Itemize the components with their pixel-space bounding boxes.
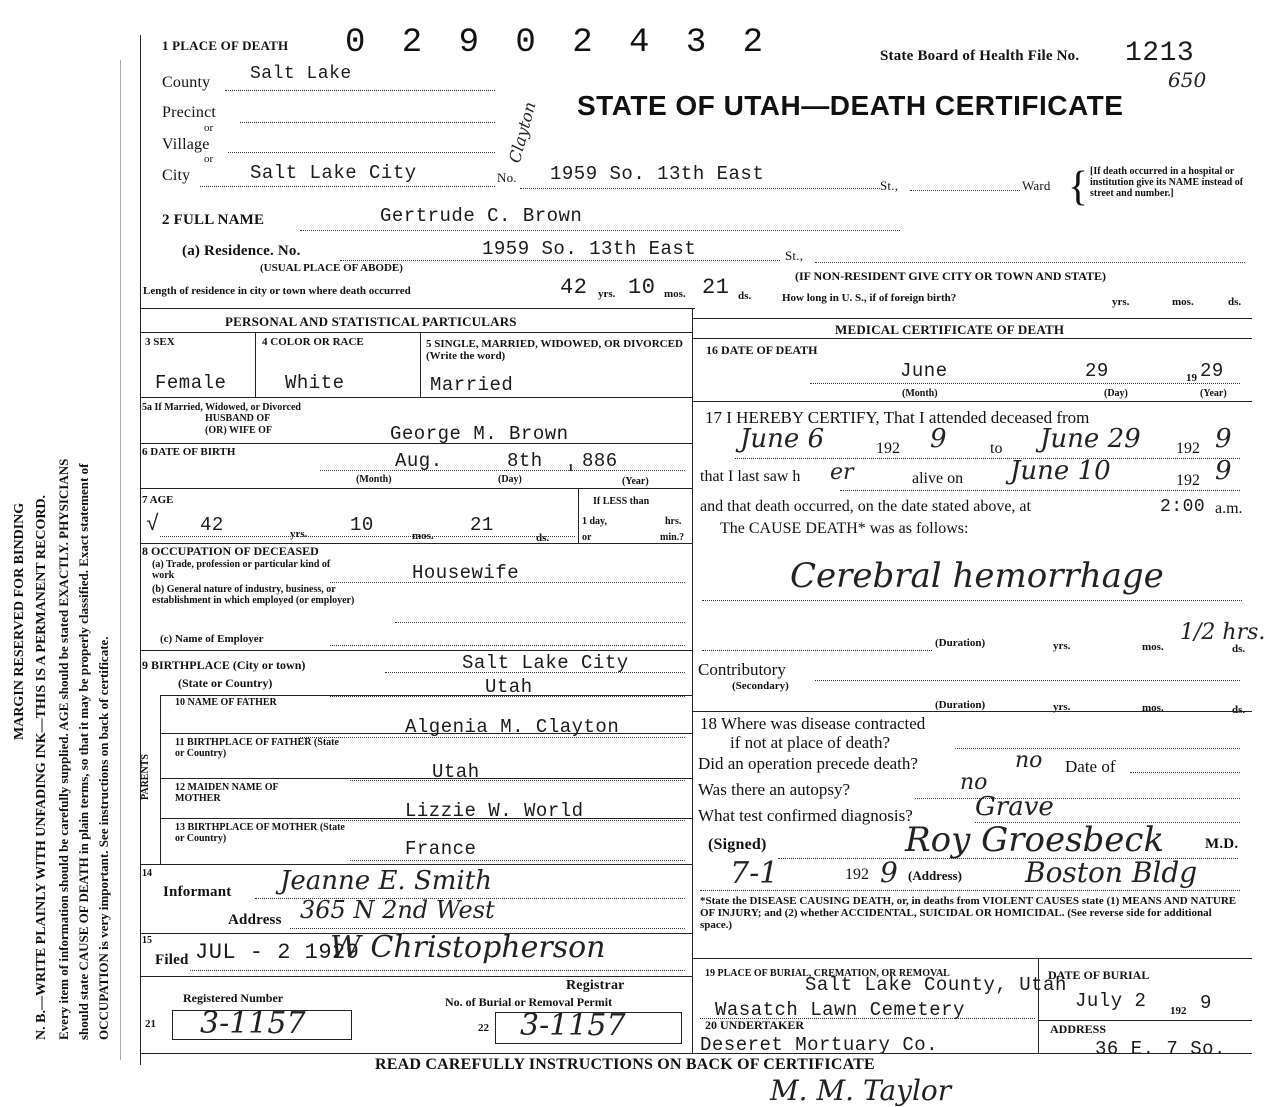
length-yrs-label: yrs. bbox=[598, 288, 616, 300]
burial-place-1: Salt Lake County, Utah bbox=[805, 974, 1067, 996]
certificate-title: STATE OF UTAH—DEATH CERTIFICATE bbox=[577, 90, 1124, 121]
mother-value: Lizzie W. World bbox=[405, 800, 584, 822]
registrar-signature: W Christopherson bbox=[330, 930, 606, 965]
age-yrs: 42 bbox=[200, 514, 224, 536]
burial-year: 9 bbox=[1200, 992, 1212, 1014]
margin-line4: OCCUPATION is very important. See instructions on back of certificate. bbox=[96, 636, 111, 1040]
age-ds-label: ds. bbox=[536, 532, 550, 544]
dob-day: 8th bbox=[507, 450, 543, 472]
dod-month: June bbox=[900, 360, 948, 382]
spouse-label-b: HUSBAND OF bbox=[205, 413, 271, 424]
duration-yrs-1: yrs. bbox=[1053, 640, 1071, 652]
length-mos: 10 bbox=[628, 275, 656, 300]
physician-address-label: (Address) bbox=[908, 868, 962, 883]
file-number-alt: 650 bbox=[1168, 68, 1207, 92]
filed-num: 15 bbox=[142, 935, 152, 946]
length-ds: 21 bbox=[702, 275, 730, 300]
sex-label: 3 SEX bbox=[145, 336, 175, 348]
secondary-label: (Secondary) bbox=[732, 680, 789, 692]
autopsy-value: no bbox=[960, 770, 988, 795]
alive-year-prefix: 192 bbox=[1176, 472, 1200, 489]
dod-day: 29 bbox=[1085, 360, 1109, 382]
precinct-label: Precinct bbox=[162, 104, 217, 121]
burial-date: July 2 bbox=[1075, 990, 1147, 1012]
marital-value: Married bbox=[430, 374, 514, 396]
less-or: or bbox=[582, 532, 592, 543]
city-label: City bbox=[162, 167, 191, 184]
burial-date-label: DATE OF BURIAL bbox=[1048, 968, 1150, 982]
dod-year-cap: (Year) bbox=[1200, 388, 1227, 399]
spouse-value: George M. Brown bbox=[390, 423, 569, 445]
num-21: 21 bbox=[145, 1018, 156, 1030]
filed-date: JUL - 2 1929 bbox=[195, 940, 360, 965]
personal-header: PERSONAL AND STATISTICAL PARTICULARS bbox=[225, 314, 517, 329]
signed-year-prefix: 192 bbox=[845, 866, 869, 883]
residence-label: (a) Residence. No. bbox=[182, 243, 301, 259]
length-mos-label: mos. bbox=[664, 288, 686, 300]
autopsy-label: Was there an autopsy? bbox=[698, 780, 851, 799]
informant-label: Informant bbox=[163, 884, 232, 900]
dod-year-prefix: 19 bbox=[1186, 372, 1197, 384]
mother-bp-label: 13 BIRTHPLACE OF MOTHER (State or Country) bbox=[175, 822, 345, 844]
birthplace-state: Utah bbox=[485, 676, 533, 698]
physician-address: Boston Bldg bbox=[1025, 856, 1198, 889]
no-label: No. bbox=[497, 170, 517, 185]
dob-month-cap: (Month) bbox=[356, 474, 392, 485]
from-year: 9 bbox=[930, 424, 947, 454]
village-label: Village bbox=[162, 136, 210, 153]
spouse-label-c: (OR) WIFE OF bbox=[205, 425, 273, 436]
father-value: Algenia M. Clayton bbox=[405, 716, 620, 738]
foreign-birth-label: How long in U. S., if of foreign birth? bbox=[782, 292, 957, 304]
mother-bp-value: France bbox=[405, 838, 477, 860]
residence-value: 1959 So. 13th East bbox=[482, 238, 697, 260]
margin-line3: should state CAUSE OF DEATH in plain terms, so that it may be properly classified. Exact statement of bbox=[76, 463, 91, 1040]
occupation-label: 8 OCCUPATION OF DECEASED bbox=[142, 544, 319, 558]
undertaker-address-label: ADDRESS bbox=[1050, 1022, 1107, 1036]
burial-permit-label: No. of Burial or Removal Permit bbox=[445, 995, 613, 1009]
footer-signature: M. M. Taylor bbox=[770, 1074, 952, 1107]
cause-intro: The CAUSE DEATH* was as follows: bbox=[720, 520, 969, 537]
alive-year: 9 bbox=[1215, 456, 1232, 486]
color-label: 4 COLOR OR RACE bbox=[262, 336, 364, 348]
test-label: What test confirmed diagnosis? bbox=[698, 806, 913, 825]
file-number: 1213 bbox=[1125, 38, 1195, 69]
informant-address: 365 N 2nd West bbox=[300, 896, 495, 924]
sex-value: Female bbox=[155, 372, 227, 394]
undertaker-value: Deseret Mortuary Co. bbox=[700, 1034, 939, 1056]
length-ds-label: ds. bbox=[738, 290, 752, 302]
footnote: *State the DISEASE CAUSING DEATH, or, in deaths from VIOLENT CAUSES state (1) MEANS AND NATURE OF INJURY; and (2) whether ACCIDENTAL, SUICIDAL OR HOMICIDAL. (See reverse side for additional space.) bbox=[700, 895, 1237, 931]
num-22: 22 bbox=[478, 1022, 489, 1034]
duration-value: 1/2 hrs. bbox=[1180, 620, 1266, 645]
dob-year-cap: (Year) bbox=[622, 476, 649, 487]
hospital-note: [If death occurred in a hospital or institution give its NAME instead of street and number.] bbox=[1090, 166, 1244, 199]
burial-number-value: 3-1157 bbox=[520, 1008, 626, 1043]
occupation-value: Housewife bbox=[412, 562, 520, 584]
birthplace-city: Salt Lake City bbox=[462, 652, 629, 674]
duration-ds-1: ds. bbox=[1232, 643, 1246, 655]
dob-year: 886 bbox=[582, 450, 618, 472]
signed-label: (Signed) bbox=[708, 836, 767, 853]
less-1day: 1 day, bbox=[582, 516, 608, 527]
county-label: County bbox=[162, 74, 211, 91]
less-than-label: If LESS than bbox=[593, 496, 650, 507]
burial-year-prefix: 192 bbox=[1170, 1005, 1187, 1017]
dod-month-cap: (Month) bbox=[902, 388, 938, 399]
parents-label: PARENTS bbox=[140, 754, 151, 800]
full-name-label: 2 FULL NAME bbox=[162, 212, 265, 228]
stamp-number: 0 2 9 0 2 4 3 2 bbox=[345, 24, 772, 62]
us-yrs-label: yrs. bbox=[1112, 296, 1130, 308]
occ-b-label: (b) General nature of industry, business, or establishment in which employed (or employer) bbox=[152, 584, 355, 606]
signed-date: 7-1 bbox=[730, 856, 779, 891]
father-bp-label: 11 BIRTHPLACE OF FATHER (State or Country) bbox=[175, 737, 339, 759]
nonresident-label: (IF NON-RESIDENT GIVE CITY OR TOWN AND STATE) bbox=[795, 269, 1107, 283]
burial-place-2: Wasatch Lawn Cemetery bbox=[715, 999, 965, 1021]
city-value: Salt Lake City bbox=[250, 162, 417, 184]
dod-label: 16 DATE OF DEATH bbox=[706, 343, 818, 357]
brace: { bbox=[1068, 164, 1089, 210]
st-label: St., bbox=[880, 178, 899, 193]
father-bp-value: Utah bbox=[432, 761, 480, 783]
to-year-prefix: 192 bbox=[1176, 440, 1200, 457]
occ-c-label: (c) Name of Employer bbox=[160, 633, 264, 645]
md-label: M.D. bbox=[1205, 836, 1239, 852]
occ-a-label: (a) Trade, profession or particular kind of work bbox=[152, 559, 331, 581]
marital-label: 5 SINGLE, MARRIED, WIDOWED, OR DIVORCED (Write the word) bbox=[426, 338, 683, 362]
physician-signature: Roy Groesbeck bbox=[905, 820, 1165, 860]
age-mos-label: mos. bbox=[412, 530, 434, 542]
operation-value: no bbox=[1015, 748, 1043, 773]
birthplace-label: 9 BIRTHPLACE (City or town) bbox=[142, 658, 306, 672]
age-ds: 21 bbox=[470, 514, 494, 536]
margin-nb: N. B.—WRITE PLAINLY WITH UNFADING INK—THIS IS A PERMANENT RECORD. bbox=[34, 494, 49, 1040]
q18-text: 18 Where was disease contracted bbox=[700, 714, 926, 733]
read-instructions: READ CAREFULLY INSTRUCTIONS ON BACK OF CERTIFICATE bbox=[375, 1056, 875, 1073]
registrar-label: Registrar bbox=[566, 978, 625, 993]
county-value: Salt Lake bbox=[250, 64, 352, 84]
color-value: White bbox=[285, 372, 345, 394]
to-label: to bbox=[990, 440, 1003, 457]
informant-address-label: Address bbox=[228, 912, 282, 928]
age-yrs-label: yrs. bbox=[290, 528, 308, 540]
margin-binding: MARGIN RESERVED FOR BINDING bbox=[12, 502, 27, 740]
dob-label: 6 DATE OF BIRTH bbox=[142, 446, 236, 458]
margin-line2: Every item of information should be carefully supplied. AGE should be stated EXACTLY. PHYSICIANS bbox=[56, 458, 71, 1040]
cause-of-death: Cerebral hemorrhage bbox=[790, 556, 1164, 596]
us-mos-label: mos. bbox=[1172, 296, 1194, 308]
full-name-value: Gertrude C. Brown bbox=[380, 205, 583, 227]
file-label: State Board of Health File No. bbox=[880, 48, 1080, 64]
signed-year: 9 bbox=[880, 856, 898, 889]
length-residence-label: Length of residence in city or town where death occurred bbox=[143, 285, 411, 297]
duration-yrs-2: yrs. bbox=[1053, 701, 1071, 713]
am-label: a.m. bbox=[1215, 500, 1243, 517]
certify-text: 17 I HEREBY CERTIFY, That I attended deceased from bbox=[705, 408, 1090, 427]
to-year: 9 bbox=[1215, 424, 1232, 454]
last-saw-text: that I last saw h bbox=[700, 468, 801, 485]
duration-label-1: (Duration) bbox=[935, 637, 986, 649]
q18b-text: if not at place of death? bbox=[730, 733, 891, 752]
or-2: or bbox=[204, 153, 214, 165]
length-yrs: 42 bbox=[560, 275, 588, 300]
age-label: 7 AGE bbox=[142, 494, 174, 506]
informant-num: 14 bbox=[142, 868, 152, 879]
duration-label-2: (Duration) bbox=[935, 699, 986, 711]
dob-month: Aug. bbox=[395, 450, 443, 472]
or-1: or bbox=[204, 122, 214, 134]
alive-on-text: alive on bbox=[912, 470, 964, 487]
duration-mos-2: mos. bbox=[1142, 702, 1164, 714]
from-year-prefix: 192 bbox=[876, 440, 900, 457]
contributory-label: Contributory bbox=[698, 660, 786, 679]
reg-number-label: Registered Number bbox=[183, 991, 284, 1005]
death-time: 2:00 bbox=[1160, 497, 1206, 517]
attended-to: June 29 bbox=[1040, 424, 1141, 454]
operation-label: Did an operation precede death? bbox=[698, 754, 918, 773]
medical-header: MEDICAL CERTIFICATE OF DEATH bbox=[835, 322, 1065, 337]
less-min: min.? bbox=[660, 532, 685, 543]
residence-st-label: St., bbox=[785, 248, 804, 263]
duration-ds-2: ds. bbox=[1232, 704, 1246, 716]
date-of-label: Date of bbox=[1065, 757, 1116, 776]
usual-abode-label: (USUAL PLACE OF ABODE) bbox=[260, 262, 403, 274]
spouse-label-a: 5a If Married, Widowed, or Divorced bbox=[142, 402, 301, 413]
name-insert-clayton: Clayton bbox=[505, 99, 540, 165]
burial-place-label: 19 PLACE OF BURIAL, CREMATION, OR REMOVAL bbox=[705, 968, 950, 979]
duration-mos-1: mos. bbox=[1142, 641, 1164, 653]
birthplace-state-label: (State or Country) bbox=[178, 676, 273, 690]
alive-date: June 10 bbox=[1010, 456, 1111, 486]
death-occurred-text: and that death occurred, on the date stated above, at bbox=[700, 498, 1031, 515]
age-check: √ bbox=[146, 512, 160, 537]
us-ds-label: ds. bbox=[1228, 296, 1242, 308]
filed-label: Filed bbox=[155, 952, 189, 968]
father-label: 10 NAME OF FATHER bbox=[175, 697, 277, 708]
place-of-death-label: 1 PLACE OF DEATH bbox=[162, 38, 289, 53]
less-hrs: hrs. bbox=[665, 516, 682, 527]
last-saw-hand: er bbox=[830, 460, 854, 485]
dob-year-prefix: 1 bbox=[568, 462, 574, 474]
reg-number-value: 3-1157 bbox=[200, 1006, 306, 1041]
age-mos: 10 bbox=[350, 514, 374, 536]
test-value: Grave bbox=[975, 792, 1054, 822]
undertaker-label: 20 UNDERTAKER bbox=[705, 1018, 805, 1032]
informant-value: Jeanne E. Smith bbox=[280, 866, 492, 896]
undertaker-address: 36 E. 7 So. bbox=[1095, 1038, 1226, 1060]
ward-label: Ward bbox=[1022, 178, 1051, 193]
dod-day-cap: (Day) bbox=[1104, 388, 1128, 399]
dod-year: 29 bbox=[1200, 360, 1224, 382]
mother-label: 12 MAIDEN NAME OF MOTHER bbox=[175, 782, 279, 804]
dob-day-cap: (Day) bbox=[498, 474, 522, 485]
attended-from: June 6 bbox=[740, 424, 825, 454]
place-address: 1959 So. 13th East bbox=[550, 163, 765, 185]
